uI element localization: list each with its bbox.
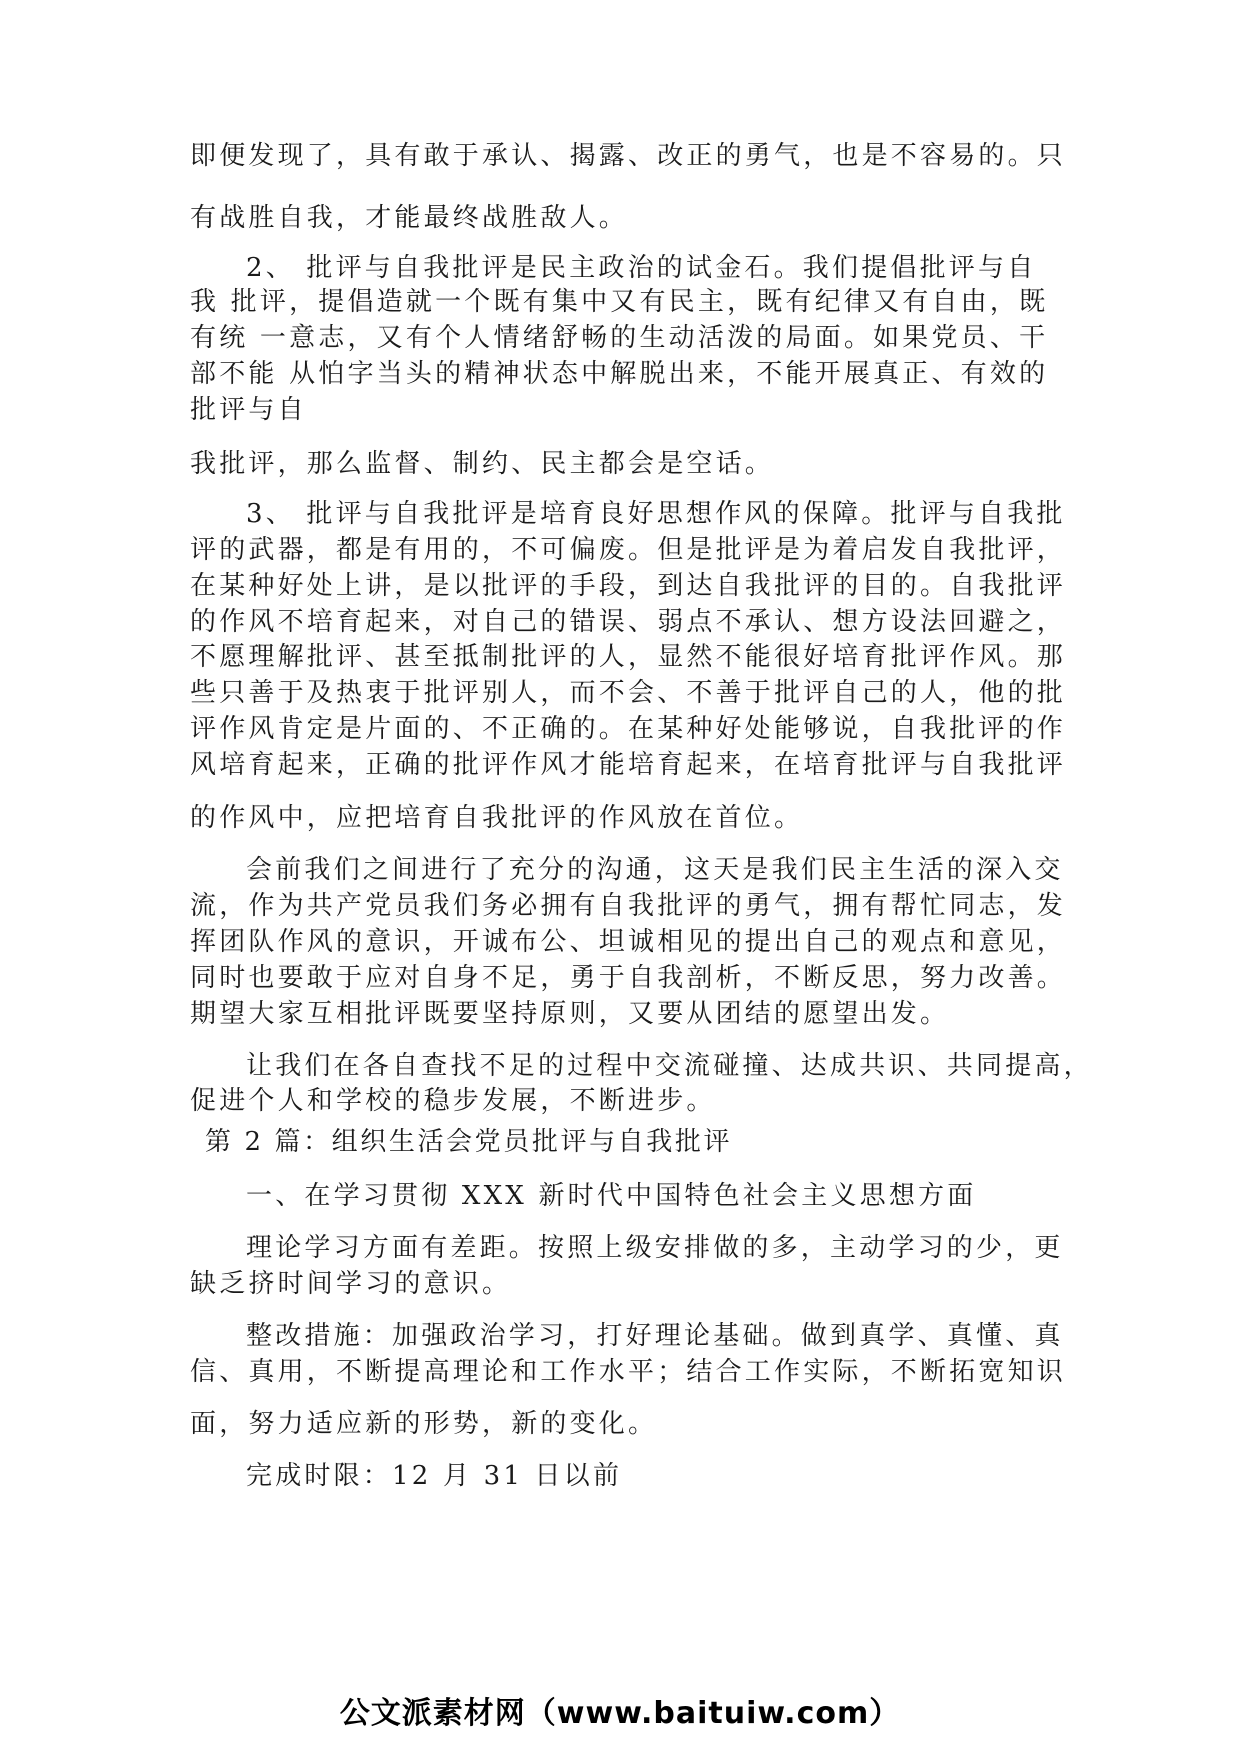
paragraph-line: 让我们在各自查找不足的过程中交流碰撞、达成共识、共同提高， <box>246 1051 1093 1081</box>
paragraph-line: 评作风肯定是片面的、不正确的。在某种好处能够说，自我批评的作 <box>190 714 1067 744</box>
paragraph-line: 我 批评，提倡造就一个既有集中又有民主，既有纪律又有自由，既 <box>190 287 1049 317</box>
deadline-line: 完成时限：12 月 31 日以前 <box>246 1461 623 1491</box>
section-heading: 第 2 篇：组织生活会党员批评与自我批评 <box>205 1127 733 1157</box>
subsection-heading: 一、在学习贯彻 XXX 新时代中国特色社会主义思想方面 <box>246 1181 977 1211</box>
paragraph-line: 的作风中，应把培育自我批评的作风放在首位。 <box>190 803 804 833</box>
paragraph-line: 2、 批评与自我批评是民主政治的试金石。我们提倡批评与自 <box>246 253 1037 283</box>
paragraph-line: 信、真用，不断提高理论和工作水平；结合工作实际，不断拓宽知识 <box>190 1357 1067 1387</box>
paragraph-line: 在某种好处上讲，是以批评的手段，到达自我批评的目的。自我批评 <box>190 571 1067 601</box>
footer-watermark: 公文派素材网（www.baituiw.com） <box>339 1696 901 1731</box>
paragraph-line: 流，作为共产党员我们务必拥有自我批评的勇气，拥有帮忙同志，发 <box>190 891 1067 921</box>
paragraph-line: 些只善于及热衷于批评别人，而不会、不善于批评自己的人，他的批 <box>190 678 1067 708</box>
paragraph-line: 评的武器，都是有用的，不可偏废。但是批评是为着启发自我批评， <box>190 535 1067 565</box>
paragraph-line: 同时也要敢于应对自身不足，勇于自我剖析，不断反思，努力改善。 <box>190 963 1067 993</box>
paragraph-line: 我批评，那么监督、制约、民主都会是空话。 <box>190 449 775 479</box>
paragraph-line: 3、 批评与自我批评是培育良好思想作风的保障。批评与自我批 <box>246 499 1066 529</box>
paragraph-line: 挥团队作风的意识，开诚布公、坦诚相见的提出自己的观点和意见， <box>190 927 1067 957</box>
paragraph-line: 有战胜自我，才能最终战胜敌人。 <box>190 203 629 233</box>
paragraph-line: 批评与自 <box>190 395 307 425</box>
paragraph-line: 会前我们之间进行了充分的沟通，这天是我们民主生活的深入交 <box>246 855 1064 885</box>
paragraph-line: 缺乏挤时间学习的意识。 <box>190 1269 512 1299</box>
paragraph-line: 期望大家互相批评既要坚持原则，又要从团结的愿望出发。 <box>190 999 950 1029</box>
paragraph-line: 不愿理解批评、甚至抵制批评的人，显然不能很好培育批评作风。那 <box>190 642 1067 672</box>
paragraph-line: 理论学习方面有差距。按照上级安排做的多，主动学习的少，更 <box>246 1233 1064 1263</box>
paragraph-line: 整改措施：加强政治学习，打好理论基础。做到真学、真懂、真 <box>246 1321 1064 1351</box>
paragraph-line: 部不能 从怕字当头的精神状态中解脱出来，不能开展真正、有效的 <box>190 359 1049 389</box>
paragraph-line: 风培育起来，正确的批评作风才能培育起来，在培育批评与自我批评 <box>190 750 1067 780</box>
paragraph-line: 有统 一意志，又有个人情绪舒畅的生动活泼的局面。如果党员、干 <box>190 323 1049 353</box>
paragraph-line: 的作风不培育起来，对自己的错误、弱点不承认、想方设法回避之， <box>190 607 1067 637</box>
paragraph-line: 促进个人和学校的稳步发展，不断进步。 <box>190 1086 716 1116</box>
paragraph-line: 即便发现了，具有敢于承认、揭露、改正的勇气，也是不容易的。只 <box>190 141 1067 171</box>
paragraph-line: 面，努力适应新的形势，新的变化。 <box>190 1409 658 1439</box>
